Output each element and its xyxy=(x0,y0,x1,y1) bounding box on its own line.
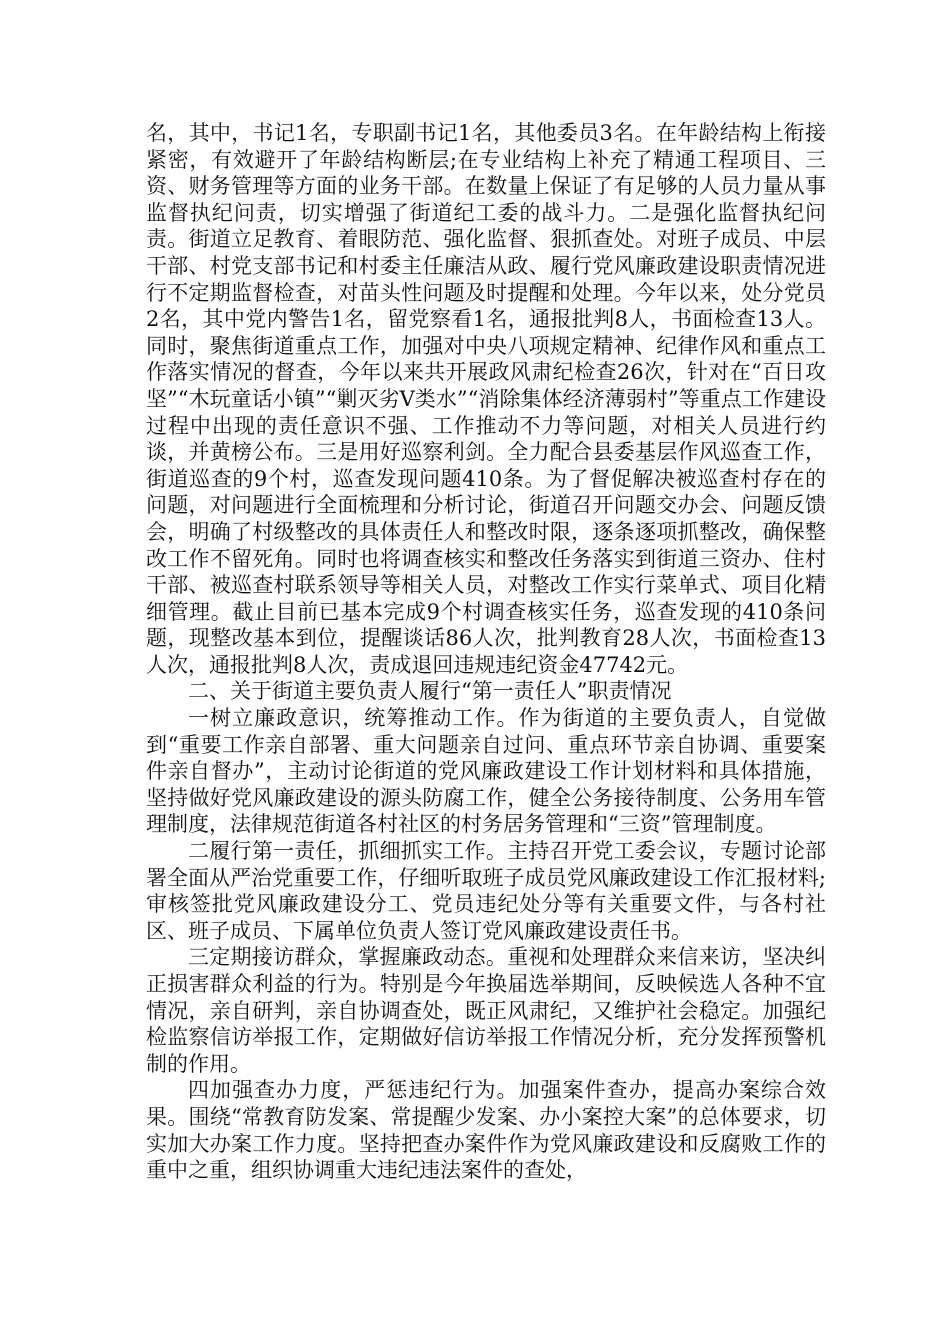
section-heading: 二、关于街道主要负责人履行“第一责任人”职责情况 xyxy=(188,679,672,704)
document-page xyxy=(146,120,826,1184)
body-paragraph-continued: 名，其中，书记1名，专职副书记1名，其他委员3名。在年龄结构上衔接紧密，有效避开了年龄结构断层;在专业结构上补充了精通工程项目、三资、财务管理等方面的业务干部。在数量上保证了有足够的人员力量从事监督执纪问责，切实增强了街道纪工委的战斗力。二是强化监督执纪问责。街道立足教育、着眼防范、强化监督、狠抓查处。对班子成员、中层干部、村党支部书记和村委主任廉洁从政、履行党风廉政建设职责情况进行不定期监督检查，对苗头性问题及时提醒和处理。今年以来，处分党员2名，其中党内警告1名，留党察看1名，通报批判8人，书面检查13人。同时，聚焦街道重点工作，加强对中央八项规定精神、纪律作风和重点工作落实情况的督查，今年以来共开展政风肃纪检查26次，针对在“百日攻坚”“木玩童话小镇”“剿灭劣V类水”“消除集体经济薄弱村”等重点工作建设过程中出现的责任意识不强、工作推动不力等问题，对相关人员进行约谈，并黄榜公布。三是用好巡察利剑。全力配合县委基层作风巡查工作，街道巡查的9个村，巡查发现问题410条。为了督促解决被巡查村存在的问题，对问题进行全面梳理和分析讨论，街道召开问题交办会、问题反馈会，明确了村级整改的具体责任人和整改时限，逐条逐项抓整改，确保整改工作不留死角。同时也将调查核实和整改任务落实到街道三资办、住村干部、被巡查村联系领导等相关人员，对整改工作实行菜单式、项目化精细管理。截止目前已基本完成9个村调查核实任务，巡查发现的410条问题，现整改基本到位，提醒谈话86人次，批判教育28人次，书面检查13人次，通报批判8人次，责成退回违规违纪资金47742元。 xyxy=(146,121,826,677)
body-paragraph: 一树立廉政意识，统筹推动工作。作为街道的主要负责人，自觉做到“重要工作亲自部署、重大问题亲自过问、重点环节亲自协调、重要案件亲自督办”，主动讨论街道的党风廉政建设工作计划材料和具体措施，坚持做好党风廉政建设的源头防腐工作，健全公务接待制度、公务用车管理制度，法律规范街道各村社区的村务居务管理和“三资”管理制度。 xyxy=(146,706,826,837)
body-paragraph: 二履行第一责任，抓细抓实工作。主持召开党工委会议，专题讨论部署全面从严治党重要工作，仔细听取班子成员党风廉政建设工作汇报材料;审核签批党风廉政建设分工、党员违纪处分等有关重要文件，与各村社区、班子成员、下属单位负责人签订党风廉政建设责任书。 xyxy=(146,839,826,943)
body-paragraph: 三定期接访群众，掌握廉政动态。重视和处理群众来信来访，坚决纠正损害群众利益的行为。特别是今年换届选举期间，反映候选人各种不宜情况，亲自研判，亲自协调查处，既正风肃纪，又维护社会稳定。加强纪检监察信访举报工作，定期做好信访举报工作情况分析，充分发挥预警机制的作用。 xyxy=(146,945,826,1076)
body-paragraph: 四加强查办力度，严惩违纪行为。加强案件查办，提高办案综合效果。围绕“常教育防发案、常提醒少发案、办小案控大案”的总体要求，切实加大办案工作力度。坚持把查办案件作为党风廉政建设和反腐败工作的重中之重，组织协调重大违纪违法案件的查处， xyxy=(146,1078,826,1183)
